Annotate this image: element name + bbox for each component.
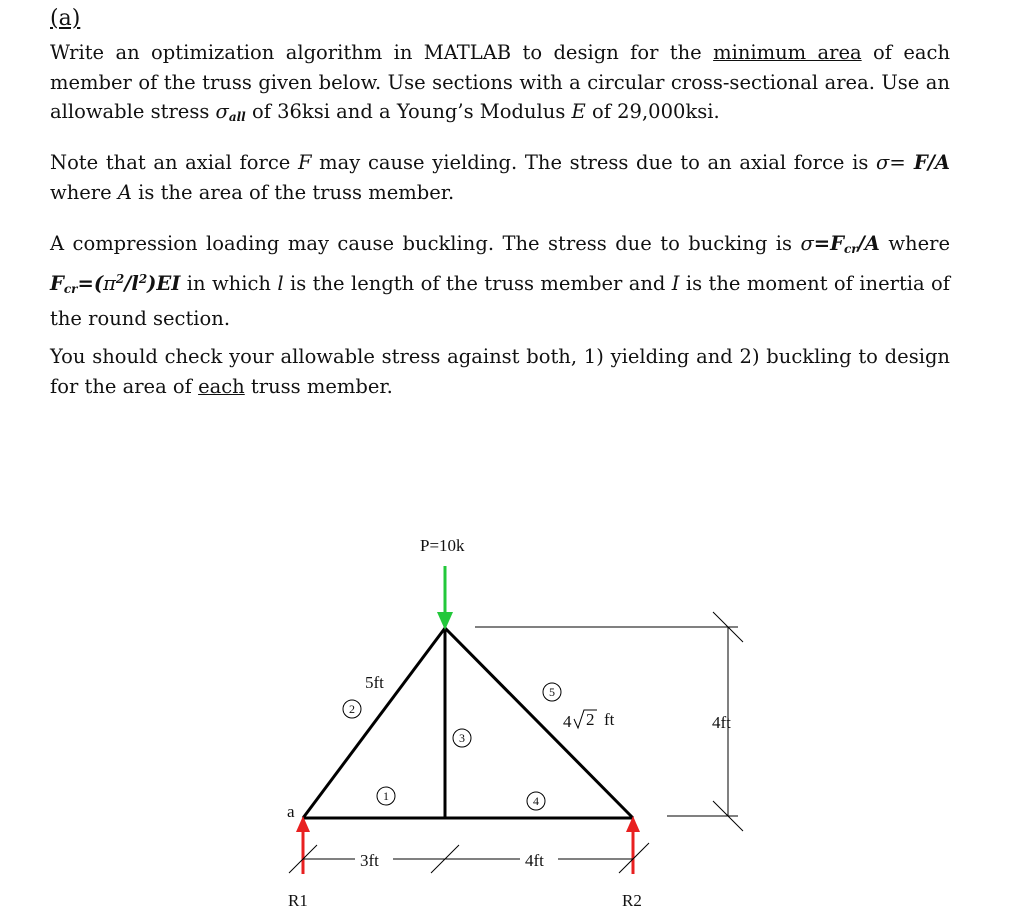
member-5-number: 5 [549,685,555,699]
symbol-l: l [277,271,284,295]
text: is the area of the truss member. [131,180,455,204]
superscript-2: 2 [138,271,148,286]
close-EI: )EI [147,271,181,295]
symbol-F: F [830,232,844,255]
symbol-A: A [117,180,132,204]
text: truss member. [244,374,393,398]
symbol-l: l [131,271,139,295]
svg-text:ft: ft [604,710,615,729]
member-1-number: 1 [383,789,389,803]
equals-sign: = [813,232,831,255]
member-4-number: 4 [533,794,539,808]
symbol-E: E [571,100,586,123]
svg-text:4: 4 [563,712,572,731]
text: of 29,000ksi. [585,100,720,123]
reaction-r2-arrow [626,816,640,874]
text: is the moment of inertia of the round section. [50,271,950,330]
text: in which [180,271,278,295]
sigma-symbol: σ [800,232,814,255]
problem-statement-paragraph [50,38,950,133]
text: of 36ksi and a Young’s Modulus [245,100,572,123]
dim-4ft-horizontal-label: 4ft [525,851,544,870]
subscript-cr: cr [843,242,858,256]
text: Write an optimization algorithm in MATLAB to design for the [50,41,714,64]
text: where [879,232,950,255]
text: of each member of the truss given below. Use sections with a circular cross-sectional area. Use an allowable stress [50,41,951,123]
stress-formula: F/A [905,151,950,174]
load-arrow [437,566,453,630]
equals-open: =( [77,271,104,295]
text: A compression loading may cause buckling. The stress due to bucking is [50,232,801,255]
text: Note that an axial force [50,151,298,174]
emphasis-each: each [198,374,245,398]
symbol-F: F [297,151,312,174]
svg-text:2: 2 [586,710,595,729]
member-2-length-label: 5ft [365,673,384,692]
section-heading: (a) [50,6,81,31]
dim-3ft-label: 3ft [360,851,379,870]
sigma-symbol: σ [215,100,229,123]
yielding-note-paragraph [50,148,950,207]
node-a-label: a [287,802,295,821]
subscript-all: all [228,110,246,124]
subscript-cr: cr [63,281,78,296]
truss-diagram [0,500,1024,914]
emphasis-minimum-area: minimum area [713,41,862,64]
member-2-number: 2 [349,702,355,716]
reaction-r1-label: R1 [288,891,308,910]
reaction-r2-label: R2 [622,891,642,910]
text: where [50,180,118,204]
reaction-r1-arrow [296,816,310,874]
symbol-F: F [50,271,64,295]
text: is the length of the truss member and [283,271,672,295]
equals-sign: = [889,151,906,174]
member-5-length-label [563,710,615,731]
slash: / [124,271,132,295]
buckling-note-paragraph [50,229,950,334]
sigma-symbol: σ [876,151,890,174]
member-3-number: 3 [459,731,465,745]
member-2-line [303,628,445,818]
symbol-I: I [671,271,680,295]
text: may cause yielding. The stress due to an axial force is [311,151,876,174]
load-label: P=10k [420,536,465,555]
superscript-2: 2 [115,271,125,286]
dim-4ft-vertical-label: 4ft [712,713,731,732]
over-A: /A [857,232,880,255]
pi-symbol: π [103,271,116,295]
design-check-paragraph [50,342,950,401]
text: You should check your allowable stress against both, 1) yielding and 2) buckling to design for the area of [50,345,950,398]
